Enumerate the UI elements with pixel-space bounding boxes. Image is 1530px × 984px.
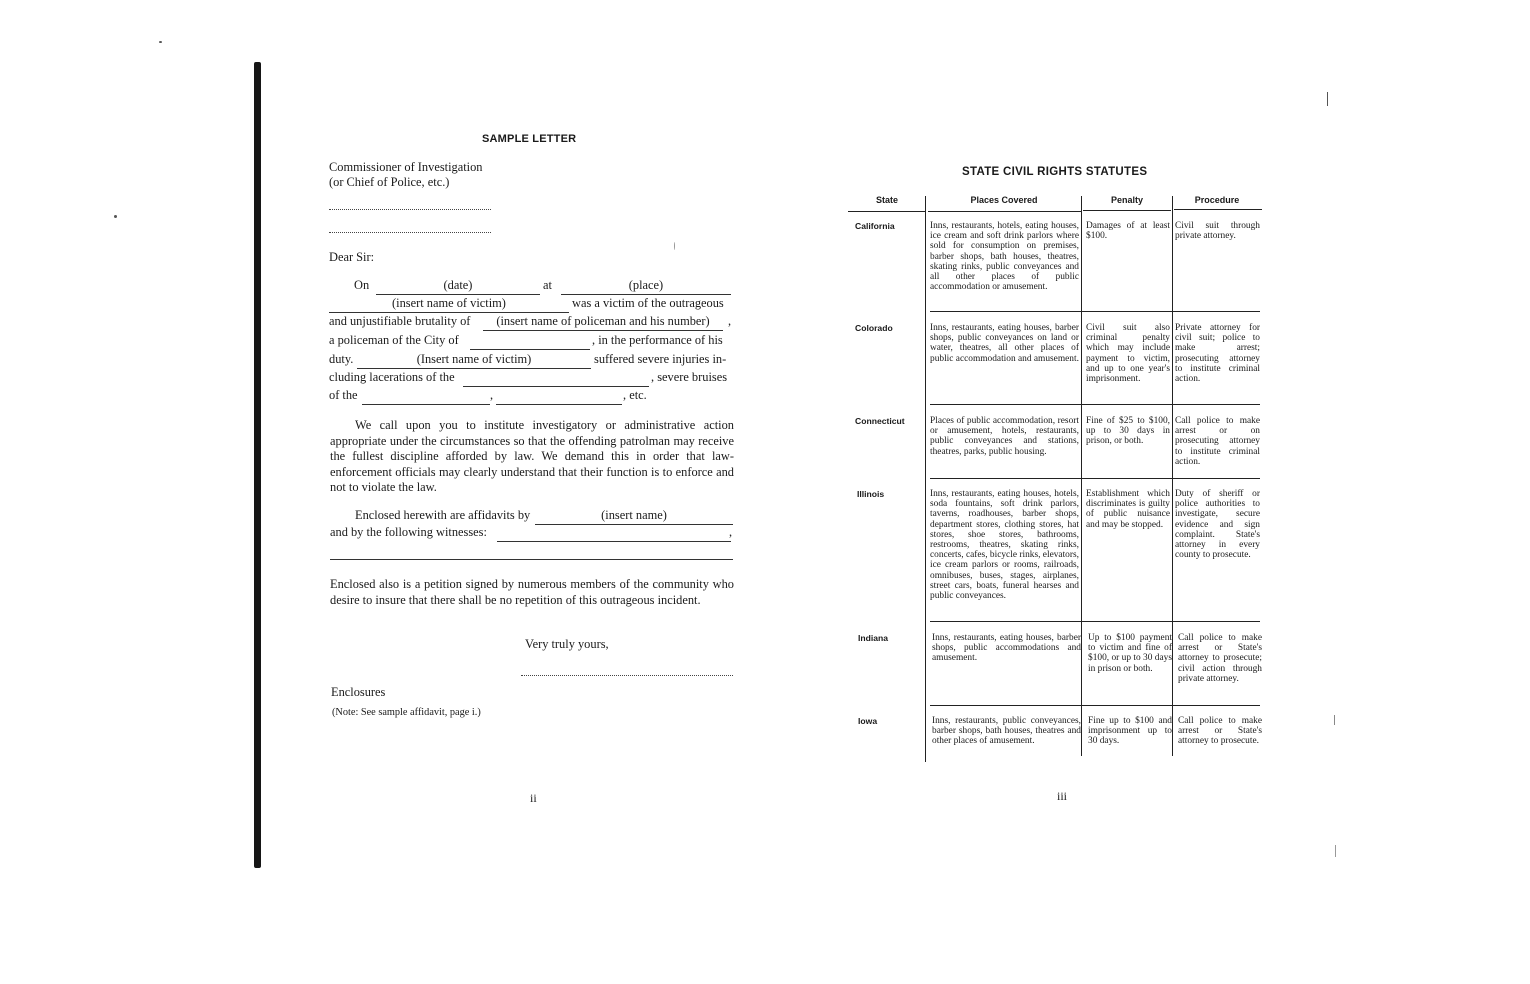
header-procedure: Procedure — [1194, 195, 1240, 205]
fill-in-blank — [362, 388, 490, 405]
header-rule — [1174, 209, 1262, 210]
letter-text: cluding lacerations of the — [329, 370, 455, 384]
places-covered: Places of public accommodation, resort or amusement, hotels, restaurants, public conveyances and stations, theatres, parks, public housing. — [930, 416, 1079, 457]
penalty: Damages of at least $100. — [1086, 221, 1170, 242]
places-covered: Inns, restaurants, eating houses, barber shops, public accommodations and amusement. — [932, 633, 1081, 664]
row-rule — [930, 311, 1260, 312]
addressee-line: Commissioner of Investigation — [329, 160, 483, 174]
row-rule — [930, 621, 1260, 622]
letter-line — [329, 333, 733, 350]
penalty: Fine up to $100 and imprisonment up to 30 days. — [1088, 716, 1172, 747]
letter-paragraph — [330, 577, 734, 608]
fill-in-blank — [483, 314, 723, 331]
scan-speck — [674, 242, 675, 250]
header-places: Places Covered — [970, 195, 1038, 205]
page-heading: SAMPLE LETTER — [482, 133, 577, 145]
address-blank-line — [329, 209, 491, 210]
penalty: Civil suit also criminal penalty which may include payment to victim, and up to one year's imprisonment. — [1086, 323, 1170, 385]
state-name: Colorado — [855, 323, 893, 333]
fill-in-blank — [470, 333, 590, 350]
fill-in-blank — [496, 388, 622, 405]
table-title: STATE CIVIL RIGHTS STATUTES — [962, 166, 1148, 178]
letter-line — [329, 508, 733, 525]
fill-in-blank — [329, 296, 569, 313]
places-covered: Inns, restaurants, public conveyances, barber shops, bath houses, theatres and other places of amusement. — [932, 716, 1081, 747]
fill-in-blank — [376, 278, 540, 295]
page-number: ii — [530, 791, 537, 805]
addressee-block — [329, 160, 483, 190]
letter-paragraph — [330, 418, 734, 496]
procedure: Private attorney for civil suit; police to make arrest; prosecuting attorney to institute criminal action. — [1175, 323, 1260, 385]
closing: Very truly yours, — [525, 637, 609, 651]
letter-text: suffered severe injuries in- — [594, 352, 727, 366]
scan-speck — [114, 215, 117, 218]
letter-text: , etc. — [623, 388, 647, 402]
letter-text: duty. — [329, 352, 354, 366]
letter-text: , in the performance of his — [592, 333, 723, 347]
letter-line — [329, 525, 733, 542]
letter-line — [329, 278, 733, 295]
blank-hint: (insert name of policeman and his number) — [496, 314, 710, 328]
penalty: Fine of $25 to $100, up to 30 days in prison, or both. — [1086, 416, 1170, 447]
letter-text: Enclosed herewith are affidavits by — [355, 508, 531, 522]
fill-in-blank — [535, 508, 733, 525]
column-divider — [1081, 196, 1082, 756]
penalty: Establishment which discriminates is guilty of public nuisance and may be stopped. — [1086, 489, 1170, 530]
letter-text: was a victim of the outrageous — [572, 296, 724, 310]
column-divider — [925, 196, 926, 762]
letter-text: , — [490, 388, 494, 402]
edge-mark — [1335, 845, 1336, 857]
letter-text: On — [354, 278, 370, 292]
letter-text: , — [729, 525, 733, 539]
letter-text: , severe bruises — [651, 370, 728, 384]
blank-hint: (date) — [443, 278, 473, 292]
penalty: Up to $100 payment to victim and fine of $100, or up to 30 days in prison or both. — [1088, 633, 1172, 674]
letter-text: and by the following witnesses: — [330, 525, 487, 539]
fill-in-blank — [463, 370, 649, 387]
row-rule — [930, 478, 1260, 479]
fill-in-blank — [497, 525, 731, 542]
binding-shadow — [254, 62, 261, 868]
letter-line — [329, 388, 733, 405]
letter-text: a policeman of the City of — [329, 333, 459, 347]
header-rule — [848, 211, 926, 212]
column-divider — [1172, 196, 1173, 756]
letter-line — [329, 296, 733, 313]
letter-text: and unjustifiable brutality of — [329, 314, 471, 328]
procedure: Call police to make arrest or State's attorney to prosecute; civil action through private attorney. — [1178, 633, 1262, 684]
paragraph-text: Enclosed also is a petition signed by numerous members of the community who desire to insure that there shall be no repetition of this outrageous incident. — [330, 577, 734, 607]
page-number: iii — [1057, 789, 1068, 803]
places-covered: Inns, restaurants, eating houses, barber shops, public conveyances on land or water, theatres, all other places of public accommodation and amusement. — [930, 323, 1079, 364]
letter-line — [329, 352, 733, 369]
letter-text: of the — [329, 388, 358, 402]
blank-hint: (Insert name of victim) — [416, 352, 532, 366]
state-name: Illinois — [857, 489, 885, 499]
salutation: Dear Sir: — [329, 250, 375, 264]
state-name: Connecticut — [855, 416, 905, 426]
header-penalty: Penalty — [1110, 195, 1143, 205]
places-covered: Inns, restaurants, eating houses, hotels, soda fountains, soft drink parlors, taverns, roadhouses, barber shops, department stores, clothing stores, hat stores, shoe stores, bathrooms, restrooms, theatres, skating rinks, concerts, cafes, bicycle rinks, elevators, ice cream parlors or rooms, railroads, omnibuses, buses, stages, airplanes, street cars, boats, funeral hearses and public conveyances. — [930, 489, 1079, 602]
state-name: California — [855, 221, 895, 231]
procedure: Call police to make arrest or on prosecuting attorney to institute criminal action. — [1175, 416, 1260, 467]
row-rule — [930, 404, 1260, 405]
header-rule — [928, 211, 1081, 212]
paragraph-text: We call upon you to institute investigatory or administrative action appropriate under the circumstances so that the offending patrolman may receive the fullest discipline afforded by law. We demand this in order that law-enforcement officials may clearly understand that their function is to enforce and not to violate the law. — [330, 418, 734, 495]
letter-text: at — [543, 278, 552, 292]
header-rule — [1083, 210, 1171, 211]
procedure: Call police to make arrest or State's attorney to prosecute. — [1178, 716, 1262, 747]
header-state: State — [875, 195, 898, 205]
note: (Note: See sample affidavit, page i.) — [332, 707, 481, 718]
places-covered: Inns, restaurants, hotels, eating houses, ice cream and soft drink parlors where sold for consumption on premises, barber shops, bath houses, theatres, skating rinks, public conveyances and all other places of public accommodation or amusement. — [930, 221, 1079, 293]
blank-hint: (insert name) — [601, 508, 667, 522]
edge-mark — [1327, 92, 1328, 106]
letter-line — [329, 314, 733, 331]
blank-hint: (place) — [628, 278, 664, 292]
letter-line — [329, 370, 733, 387]
fill-in-blank — [330, 543, 733, 560]
procedure: Civil suit through private attorney. — [1175, 221, 1260, 242]
signature-line — [521, 675, 733, 676]
state-name: Indiana — [858, 633, 889, 643]
scan-speck — [159, 41, 162, 43]
enclosures-label: Enclosures — [331, 685, 386, 699]
fill-in-blank — [357, 352, 591, 369]
blank-hint: (insert name of victim) — [392, 296, 506, 310]
edge-mark — [1334, 715, 1335, 725]
state-name: Iowa — [858, 716, 878, 726]
row-rule — [930, 705, 1260, 706]
addressee-line: (or Chief of Police, etc.) — [329, 175, 450, 189]
procedure: Duty of sheriff or police authorities to investigate, secure evidence and sign complaint. State's attorney in every county to prosecute. — [1175, 489, 1260, 561]
fill-in-blank — [561, 278, 731, 295]
letter-text: , — [728, 314, 732, 328]
address-blank-line — [329, 232, 491, 233]
